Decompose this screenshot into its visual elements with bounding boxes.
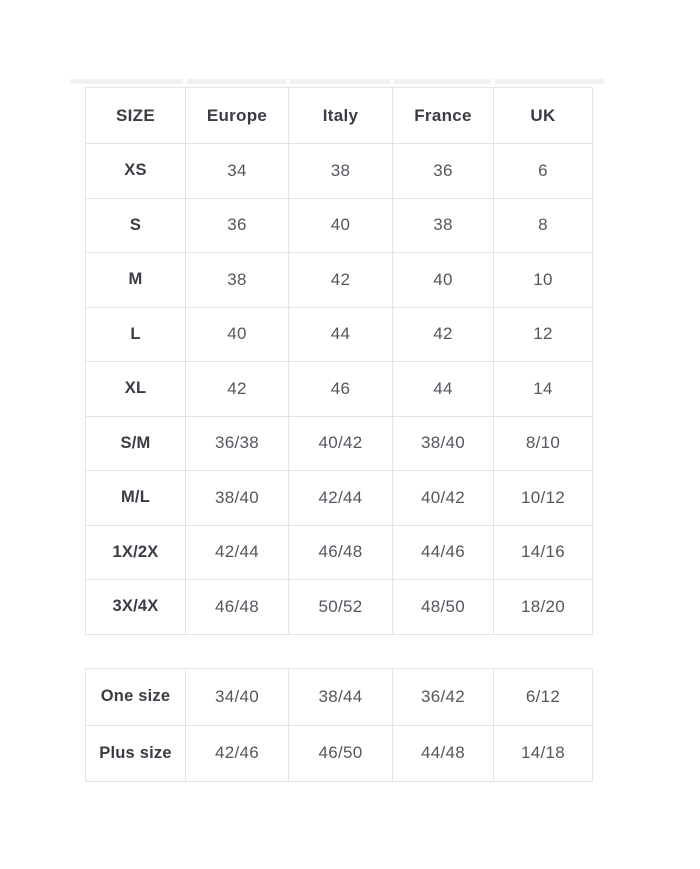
size-value-cell: 14/18 [494,725,593,782]
size-value-cell: 42/46 [186,725,289,782]
table-row-m-l [86,471,593,526]
size-value-cell: 40 [289,198,393,253]
size-value-cell: 36 [186,198,289,253]
size-label-cell: XL [86,362,186,417]
size-value-cell: 8/10 [494,416,593,471]
size-value-cell: 10/12 [494,471,593,526]
size-value-cell: 36/38 [186,416,289,471]
size-value-cell: 38 [186,253,289,308]
size-value-cell: 40 [393,253,494,308]
size-value-cell: 34/40 [186,669,289,726]
column-header-france: France [393,88,494,144]
size-value-cell: 40/42 [393,471,494,526]
size-label-cell: M/L [86,471,186,526]
size-value-cell: 38/40 [393,416,494,471]
size-value-cell: 14/16 [494,525,593,580]
table-row-m [86,253,593,308]
size-value-cell: 38/44 [289,669,393,726]
table-row-one-size [86,669,593,726]
cropped-previous-row-remnant [70,79,605,84]
size-label-cell: L [86,307,186,362]
size-value-cell: 42/44 [186,525,289,580]
size-value-cell: 38 [393,198,494,253]
size-label-cell: Plus size [86,725,186,782]
size-value-cell: 44 [393,362,494,417]
size-value-cell: 6/12 [494,669,593,726]
table-row-s-m [86,416,593,471]
column-header-size: SIZE [86,88,186,144]
size-value-cell: 36 [393,144,494,199]
size-value-cell: 6 [494,144,593,199]
size-value-cell: 10 [494,253,593,308]
size-value-cell: 46 [289,362,393,417]
size-value-cell: 42 [289,253,393,308]
table-row-l [86,307,593,362]
size-value-cell: 38/40 [186,471,289,526]
table-row-xs [86,144,593,199]
size-value-cell: 46/48 [289,525,393,580]
size-value-cell: 44/48 [393,725,494,782]
size-value-cell: 46/48 [186,580,289,635]
size-value-cell: 42 [393,307,494,362]
size-value-cell: 36/42 [393,669,494,726]
size-value-cell: 48/50 [393,580,494,635]
size-value-cell: 46/50 [289,725,393,782]
table-row-plus-size [86,725,593,782]
column-header-europe: Europe [186,88,289,144]
size-value-cell: 50/52 [289,580,393,635]
size-value-cell: 34 [186,144,289,199]
header-row [86,88,593,144]
special-sizes-table [85,668,593,782]
size-value-cell: 42 [186,362,289,417]
table-row-1x-2x [86,525,593,580]
size-label-cell: 3X/4X [86,580,186,635]
table-row-3x-4x [86,580,593,635]
size-label-cell: One size [86,669,186,726]
column-header-italy: Italy [289,88,393,144]
size-value-cell: 42/44 [289,471,393,526]
size-label-cell: S [86,198,186,253]
size-value-cell: 14 [494,362,593,417]
size-label-cell: XS [86,144,186,199]
size-value-cell: 40/42 [289,416,393,471]
size-value-cell: 44 [289,307,393,362]
size-value-cell: 8 [494,198,593,253]
table-row-xl [86,362,593,417]
size-label-cell: 1X/2X [86,525,186,580]
size-value-cell: 40 [186,307,289,362]
size-label-cell: M [86,253,186,308]
size-value-cell: 18/20 [494,580,593,635]
size-value-cell: 44/46 [393,525,494,580]
table-row-s [86,198,593,253]
size-value-cell: 38 [289,144,393,199]
column-header-uk: UK [494,88,593,144]
size-value-cell: 12 [494,307,593,362]
size-label-cell: S/M [86,416,186,471]
size-conversion-table [85,87,593,635]
